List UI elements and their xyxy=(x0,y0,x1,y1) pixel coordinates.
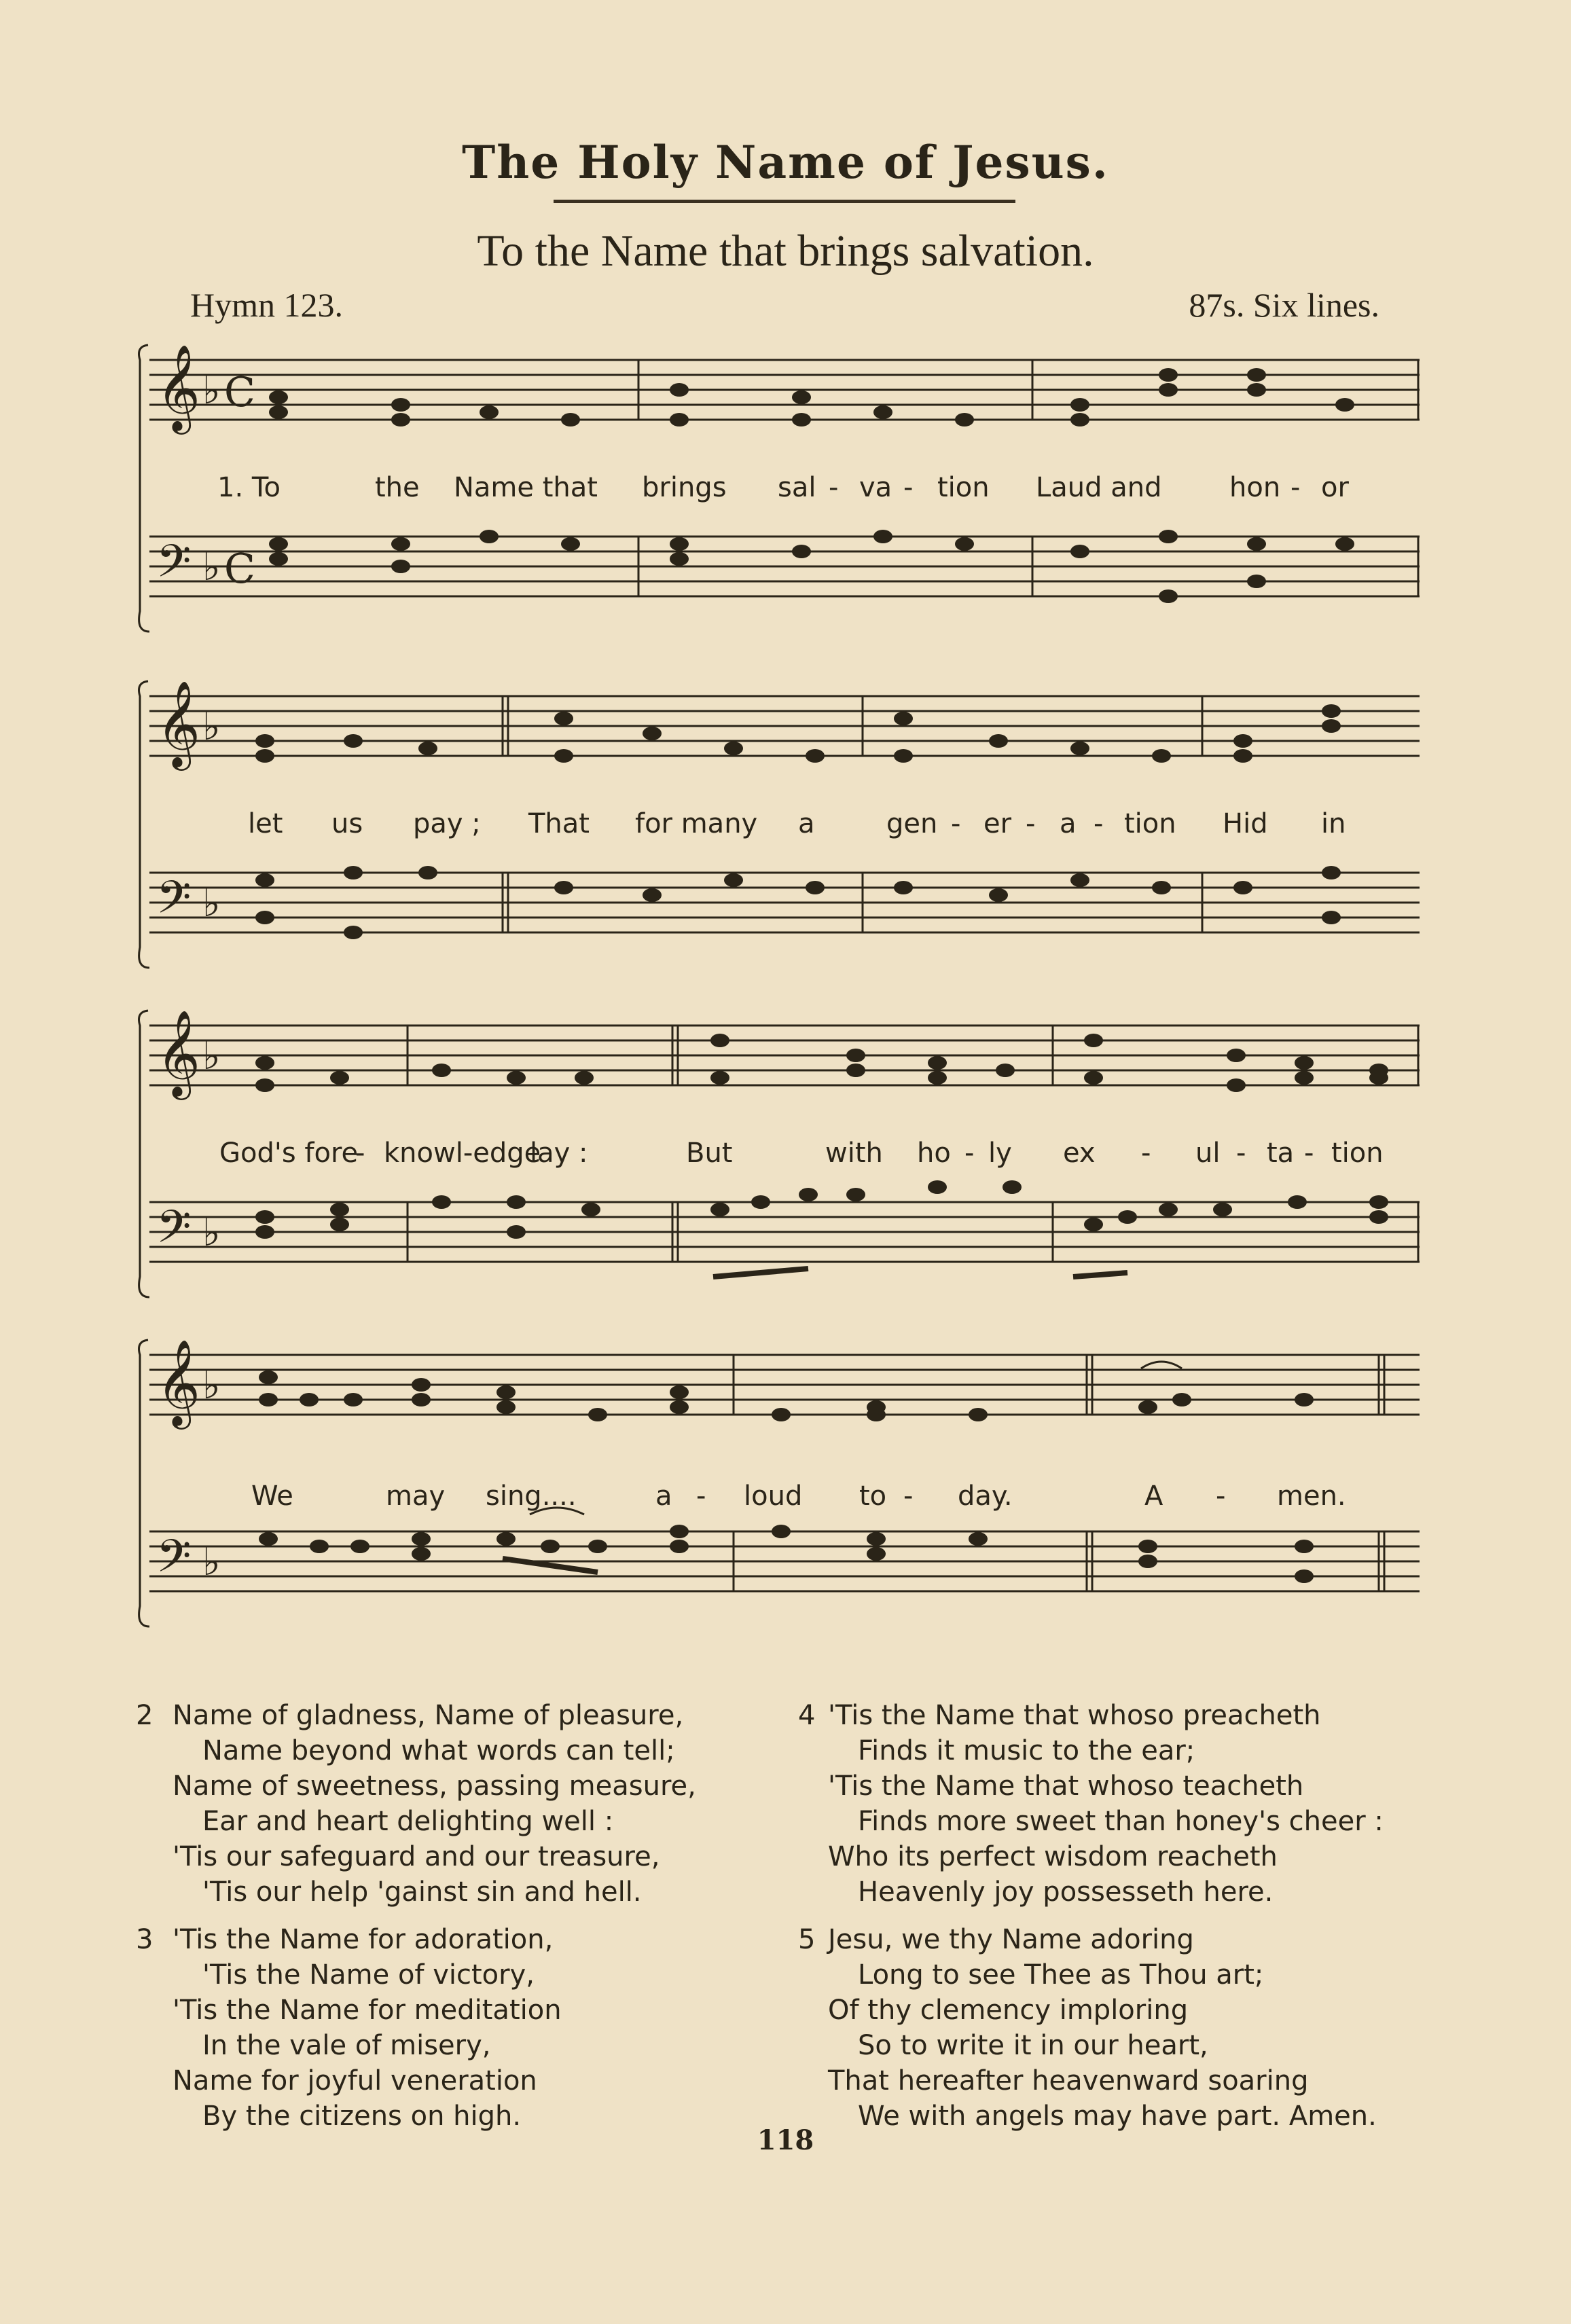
verse-number: 5 xyxy=(798,1924,816,1955)
svg-text:𝄞: 𝄞 xyxy=(156,344,201,431)
verse-line: Long to see Thee as Thou art; xyxy=(858,1959,1264,1991)
verse-line: Name of gladness, Name of pleasure, xyxy=(173,1700,684,1731)
lyric-syllable: - xyxy=(355,1138,365,1169)
lyric-syllable: us xyxy=(331,808,363,839)
lyric-syllable: day. xyxy=(958,1481,1013,1512)
lyric-syllable: - xyxy=(1304,1138,1314,1169)
verse-line: We with angels may have part. Amen. xyxy=(858,2101,1377,2132)
verse-4 xyxy=(798,1698,1384,1910)
lyric-syllable: - xyxy=(696,1481,706,1512)
lyric-syllable: - xyxy=(903,1481,914,1512)
lyric-syllable: er xyxy=(983,808,1012,839)
music-system-1 xyxy=(136,333,1426,645)
hymn-number: Hymn 123. xyxy=(190,286,343,324)
lyric-syllable: lay : xyxy=(530,1138,588,1169)
verse-line: That hereafter heavenward soaring xyxy=(828,2065,1309,2096)
verse-5 xyxy=(798,1922,1377,2134)
verse-number: 3 xyxy=(136,1924,154,1955)
verse-3 xyxy=(136,1922,562,2134)
lyric-syllable: with xyxy=(825,1138,883,1169)
lyric-syllable: - xyxy=(964,1138,975,1169)
verse-line: Finds more sweet than honey's cheer : xyxy=(858,1806,1384,1837)
verse-line: 'Tis the Name for meditation xyxy=(173,1995,562,2026)
verse-line: 'Tis the Name of victory, xyxy=(202,1959,535,1991)
lyric-syllable: in xyxy=(1321,808,1346,839)
verse-line: 'Tis our safeguard and our treasure, xyxy=(173,1841,660,1872)
lyric-syllable: Laud and xyxy=(1036,472,1162,503)
svg-text:♭: ♭ xyxy=(202,882,221,926)
lyric-syllable: va xyxy=(859,472,892,503)
title-rule xyxy=(554,200,1015,203)
verse-line: 'Tis the Name for adoration, xyxy=(173,1924,554,1955)
lyric-syllable: A xyxy=(1144,1481,1163,1512)
verse-number: 4 xyxy=(798,1700,816,1731)
lyric-syllable: pay ; xyxy=(413,808,481,839)
lyric-syllable: But xyxy=(686,1138,733,1169)
page-number: 118 xyxy=(757,2124,814,2156)
svg-text:𝄢: 𝄢 xyxy=(156,1201,192,1264)
verse-line: Of thy clemency imploring xyxy=(828,1995,1189,2026)
lyric-syllable: or xyxy=(1321,472,1349,503)
lyric-syllable: - xyxy=(1216,1481,1226,1512)
lyric-syllable: men. xyxy=(1277,1481,1346,1512)
lyric-syllable: may xyxy=(386,1481,446,1512)
hymn-meter: 87s. Six lines. xyxy=(1189,286,1379,324)
lyric-syllable: gen xyxy=(886,808,938,839)
lyric-syllable: That xyxy=(528,808,590,839)
svg-text:𝄞: 𝄞 xyxy=(156,680,201,767)
lyric-syllable: knowl-edge xyxy=(384,1138,541,1169)
lyric-syllable: God's fore xyxy=(219,1138,359,1169)
lyric-syllable: - xyxy=(903,472,914,503)
lyric-syllable: a xyxy=(798,808,815,839)
lyric-syllable: - xyxy=(1026,808,1036,839)
verse-line: 'Tis the Name that whoso teacheth xyxy=(828,1771,1304,1802)
svg-text:𝄞: 𝄞 xyxy=(156,1339,201,1426)
lyric-syllable: - xyxy=(1290,472,1301,503)
music-system-3 xyxy=(136,998,1426,1311)
page-title: The Holy Name of Jesus. xyxy=(462,136,1109,189)
lyric-syllable: the xyxy=(375,472,420,503)
svg-text:♭: ♭ xyxy=(202,1364,221,1408)
svg-text:𝄢: 𝄢 xyxy=(156,535,192,598)
svg-text:𝄢: 𝄢 xyxy=(156,871,192,934)
svg-text:C: C xyxy=(224,369,255,416)
svg-text:♭: ♭ xyxy=(202,705,221,749)
lyric-syllable: - xyxy=(1094,808,1104,839)
lyric-syllable: sal xyxy=(778,472,816,503)
verse-line: In the vale of misery, xyxy=(202,2030,491,2061)
verse-line: So to write it in our heart, xyxy=(858,2030,1208,2061)
lyric-syllable: - xyxy=(951,808,961,839)
lyric-syllable: tion xyxy=(937,472,990,503)
svg-text:𝄢: 𝄢 xyxy=(156,1530,192,1593)
verse-line: 'Tis the Name that whoso preacheth xyxy=(828,1700,1321,1731)
lyric-syllable: for many xyxy=(635,808,758,839)
verse-line: Finds it music to the ear; xyxy=(858,1735,1195,1766)
verse-number: 2 xyxy=(136,1700,154,1731)
lyric-syllable: to xyxy=(859,1481,887,1512)
svg-text:♭: ♭ xyxy=(202,1540,221,1584)
lyric-syllable: ta xyxy=(1267,1138,1295,1169)
verse-line: Name for joyful veneration xyxy=(173,2065,537,2096)
verse-line: Name of sweetness, passing measure, xyxy=(173,1771,696,1802)
verse-line: Name beyond what words can tell; xyxy=(202,1735,675,1766)
verse-line: Who its perfect wisdom reacheth xyxy=(828,1841,1278,1872)
lyric-syllable: a xyxy=(655,1481,672,1512)
lyric-syllable: - xyxy=(1236,1138,1246,1169)
svg-text:♭: ♭ xyxy=(202,545,221,589)
svg-text:𝄞: 𝄞 xyxy=(156,1009,201,1096)
svg-text:♭: ♭ xyxy=(202,1034,221,1078)
lyric-syllable: 1. To xyxy=(217,472,281,503)
lyric-syllable: a xyxy=(1060,808,1077,839)
svg-text:♭: ♭ xyxy=(202,1211,221,1255)
lyric-syllable: ul xyxy=(1195,1138,1221,1169)
verse-line: Heavenly joy possesseth here. xyxy=(858,1876,1274,1908)
music-system-2 xyxy=(136,669,1426,981)
verse-line: Ear and heart delighting well : xyxy=(202,1806,614,1837)
verse-line: Jesu, we thy Name adoring xyxy=(828,1924,1194,1955)
verse-line: 'Tis our help 'gainst sin and hell. xyxy=(202,1876,642,1908)
lyric-syllable: - xyxy=(1141,1138,1151,1169)
lyric-syllable: Hid xyxy=(1223,808,1268,839)
lyric-syllable: ly xyxy=(988,1138,1012,1169)
lyric-syllable: loud xyxy=(744,1481,803,1512)
lyric-syllable: brings xyxy=(642,472,727,503)
lyric-syllable: let xyxy=(248,808,283,839)
lyric-syllable: We xyxy=(251,1481,293,1512)
lyric-syllable: - xyxy=(829,472,839,503)
lyric-syllable: ex xyxy=(1063,1138,1096,1169)
hymn-first-line: To the Name that brings salvation. xyxy=(477,226,1094,276)
lyric-syllable: sing.... xyxy=(486,1481,577,1512)
svg-text:♭: ♭ xyxy=(202,369,221,413)
music-system-4 xyxy=(136,1328,1426,1660)
verse-line: By the citizens on high. xyxy=(202,2101,522,2132)
svg-text:C: C xyxy=(224,545,255,593)
lyric-syllable: ho xyxy=(917,1138,951,1169)
lyric-syllable: hon xyxy=(1229,472,1281,503)
lyric-syllable: tion xyxy=(1331,1138,1384,1169)
verse-2 xyxy=(136,1698,696,1910)
lyric-syllable: tion xyxy=(1124,808,1176,839)
lyric-syllable: Name that xyxy=(454,472,598,503)
